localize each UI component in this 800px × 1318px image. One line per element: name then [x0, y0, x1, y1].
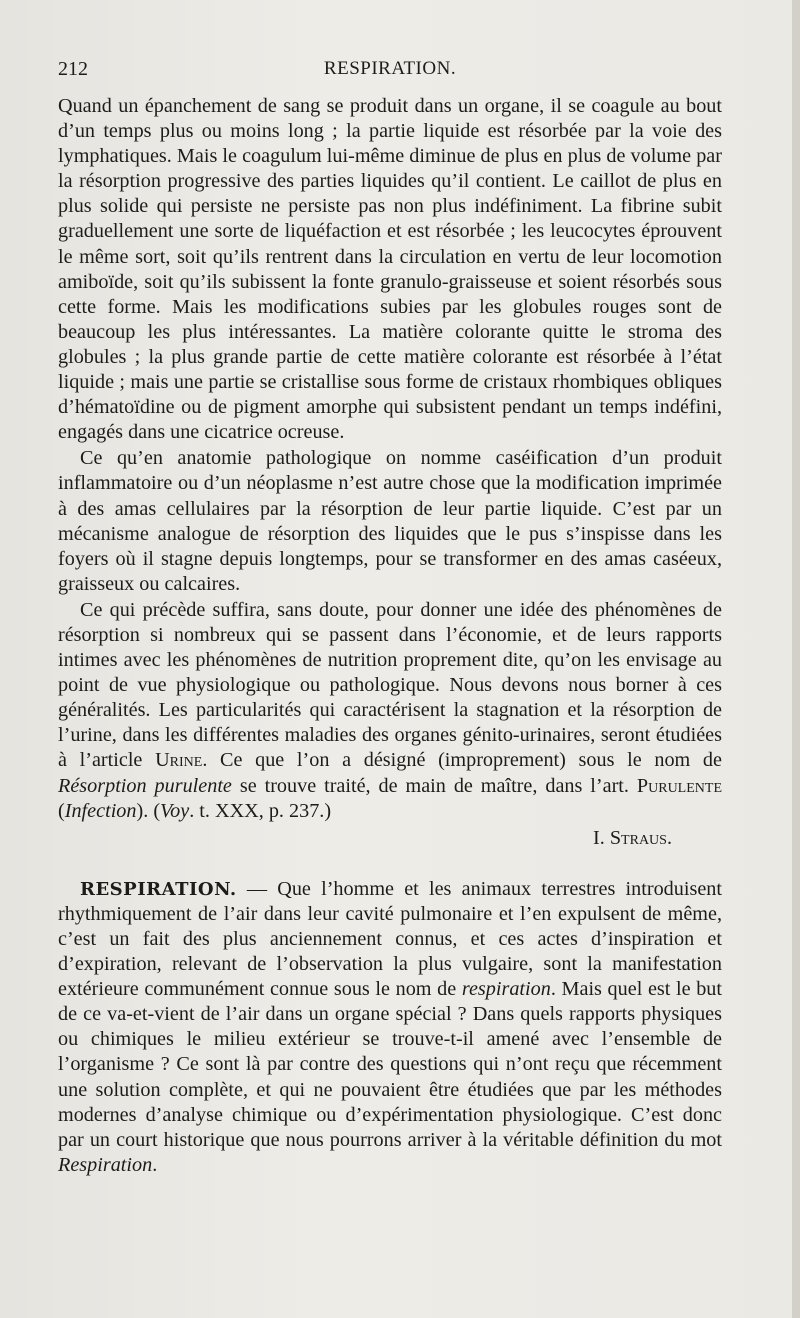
section-gap: [58, 851, 722, 877]
respiration-text-b: . Mais quel est le but de ce va-et-vient de l’air dans un organe spécial ? Dans quels rapports physiques ou chimiques le milieu extérieur se trouve-t-il amené avec l’ensemble de l’organisme ? Ce sont là par contre des questions qui n’ont reçu que récemment une solution complète, et qui ne pouvaient être étudiées que par les méthodes modernes d’analyse chimique ou d’expérimentation physiologique. C’est donc par un court historique que nous pourrons arriver à la véritable définition du mot: [58, 978, 723, 1151]
conclusion-text-f: . t. XXX, p. 237.): [189, 799, 332, 822]
conclusion-text-c: se trouve traité, de main de maître, dans l’art.: [231, 774, 637, 797]
page-header: [58, 58, 722, 92]
term-infection: Infection: [64, 799, 137, 822]
term-respiration-word: Respiration: [58, 1153, 153, 1176]
running-head: RESPIRATION.: [323, 58, 457, 79]
conclusion-text-a: Ce qui précède suffira, sans doute, pour donner une idée des phénomènes de résorption si nombreux qui se passent dans l’économie, et de leurs rapports intimes avec les phénomènes de nutrition proprement dite, qu’on les envisage au point de vue physiologique ou pathologique. Nous devons nous borner à ces généralités. Les particularités qui caractérisent la stagnation et la résorption de l’urine, dans les différentes maladies des organes génito-urinaires, seront étudiées à l’article: [58, 598, 722, 772]
conclusion-text-b: . Ce que l’on a désigné (improprement) sous le nom de: [202, 749, 722, 772]
respiration-text-a: — Que l’homme et les animaux terrestres introduisent rhythmiquement de l’air dans leur cavité pulmonaire et l’en expulsent de même, c’est un fait des plus anciennement connus, et ces actes d’inspiration et d’expiration, relevant de l’observation la plus vulgaire, sont la manifestation extérieure communément connue sous le nom de: [58, 877, 722, 1001]
author-signature: [58, 826, 722, 851]
signature-name: Straus: [609, 826, 667, 849]
conclusion-text-d: (: [58, 799, 65, 822]
article-body: [58, 94, 722, 1178]
page-number: 212: [58, 58, 88, 80]
paragraph-caseification: Ce qu’en anatomie pathologique on nomme caséification d’un produit inflammatoire ou d’un néoplasme n’est autre chose que la modification imprimée à des amas cellulaires par la résorption de leur partie liquide. C’est par un mécanisme analogue de résorption des liquides que le pus s’inspisse dans les foyers où il stagne depuis longtemps, pour se transformer en des amas caséeux, graisseux ou calcaires.: [58, 447, 722, 595]
paragraph-conclusion: [58, 598, 722, 824]
term-resorption-purulente: Résorption purulente: [58, 774, 232, 797]
page-edge: [792, 0, 800, 1318]
signature-initial: I.: [593, 826, 610, 849]
conclusion-text-e: ). (: [136, 799, 161, 822]
paragraph-hemorrhage-resorption: Quand un épanchement de sang se produit dans un organe, il se coagule au bout d’un temps plus ou moins long ; la partie liquide est résorbée par la voie des lymphatiques. Mais le coagulum lui-même diminue de plus en plus de volume par la résorption progressive des parties liquides qu’il contient. Le caillot de plus en plus solide qui persiste ne persiste pas non plus indéfiniment. La fibrine subit graduellement une sorte de liquéfaction et est résorbée ; les leucocytes éprouvent le même sort, soit qu’ils rentrent dans la circulation en vertu de leur locomotion amiboïde, soit qu’ils subissent la fonte granulo-graisseuse et soient résorbés sous cette forme. Mais les modifications subies par les globules rouges sont de beaucoup les plus intéressantes. La matière colorante quitte le stroma des globules ; la plus grande partie de cette matière colorante est résorbée à l’état liquide ; mais une partie se cristallise sous forme de cristaux rhombiques obliques d’hématoïdine ou de pigment amorphe qui subsistent pendant un temps indéfini, engagés dans une cicatrice ocreuse.: [58, 95, 722, 444]
cross-reference-urine: Urine: [155, 749, 203, 772]
term-respiration: respiration: [461, 978, 551, 1001]
signature-end: .: [666, 826, 672, 849]
paragraph-respiration-entry: [58, 877, 722, 1178]
cross-reference-purulente: Purulente: [636, 774, 722, 797]
term-voy: Voy: [160, 799, 190, 822]
respiration-text-c: .: [152, 1153, 158, 1176]
entry-headword: RESPIRATION.: [80, 878, 237, 900]
